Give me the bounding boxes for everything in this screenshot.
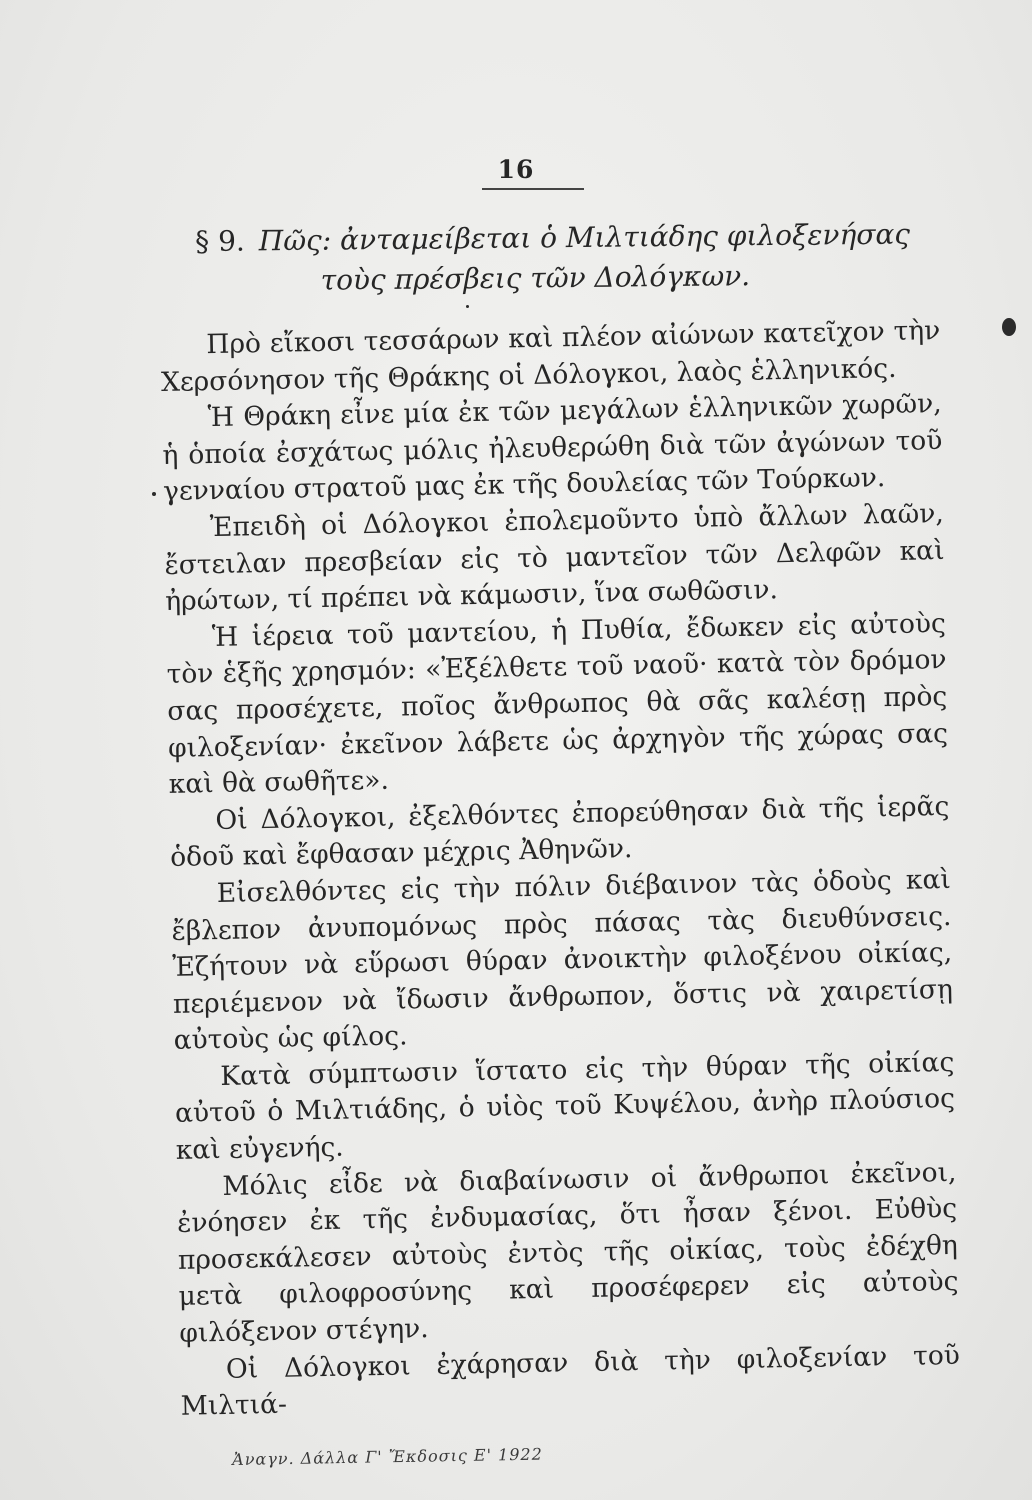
paragraph-4: Ἡ ἱέρεια τοῦ μαντείου, ἡ Πυθία, ἔδωκεν εἰς αὐτοὺς τὸν ἑξῆς χρησμόν: «Ἐξέλθετε τοῦ ναοῦ· κατὰ τὸν δρόμον σας προσέχετε, ποῖος ἄνθρωπος θὰ σᾶς καλέσῃ πρὸς φιλοξενίαν· ἐκεῖνον λάβετε ὡς ἀρχηγὸν τῆς χώρας σας καὶ θὰ σωθῆτε». xyxy=(166,607,949,801)
paragraph-7: Κατὰ σύμπτωσιν ἵστατο εἰς τὴν θύραν τῆς οἰκίας αὐτοῦ ὁ Μιλτιάδης, ὁ υἱὸς τοῦ Κυψέλου, ἀνὴρ πλούσιος καὶ εὐγενής. xyxy=(174,1046,956,1166)
ink-speck xyxy=(466,305,469,308)
printer-footer: Ἀναγν. Δάλλα Γ' Ἔκδοσις Ε' 1922 xyxy=(232,1444,543,1469)
heading-line-1: Πῶς: ἀνταμείβεται ὁ Μιλτιάδης φιλοξενήσας xyxy=(258,217,911,258)
paragraph-2: Ἡ Θράκη εἶνε μία ἐκ τῶν μεγάλων ἑλληνικῶν χωρῶν, ἡ ὁποία ἐσχάτως μόλις ἠλευθερώθη διὰ τῶν ἀγώνων τοῦ γενναίου στρατοῦ μας ἐκ τῆς δουλείας τῶν Τούρκων. xyxy=(162,388,943,508)
paragraph-6: Εἰσελθόντες εἰς τὴν πόλιν διέβαινον τὰς ὁδοὺς καὶ ἔβλεπον ἀνυπομόνως πρὸς πάσας τὰς διευθύνσεις. Ἐζήτουν νὰ εὕρωσι θύραν ἀνοικτὴν φιλοξένου οἰκίας, περιέμενον νὰ ἴδωσιν ἄνθρωπον, ὅστις νὰ χαιρετίσῃ αὐτοὺς ὡς φίλος. xyxy=(171,863,954,1057)
paragraph-8: Μόλις εἶδε νὰ διαβαίνωσιν οἱ ἄνθρωποι ἐκεῖνοι, ἐνόησεν ἐκ τῆς ἐνδυμασίας, ὅτι ἦσαν ξένοι. Εὐθὺς προσεκάλεσεν αὐτοὺς ἐντὸς τῆς οἰκίας, τοὺς ἐδέχθη μετὰ φιλοφροσύνης καὶ προσέφερεν εἰς αὐτοὺς φιλόξενον στέγην. xyxy=(176,1156,959,1349)
section-mark: § 9. xyxy=(195,224,245,258)
ink-speck xyxy=(152,492,156,496)
page-number-rule xyxy=(482,188,584,190)
heading-line-2: τοὺς πρέσβεις τῶν Δολόγκων. xyxy=(320,259,751,297)
section-heading xyxy=(195,214,936,302)
paragraph-1: Πρὸ εἴκοσι τεσσάρων καὶ πλέον αἰώνων κατεῖχον τὴν Χερσόνησον τῆς Θράκης οἱ Δόλογκοι, λαὸς ἑλληνικός. xyxy=(160,315,941,398)
body-text xyxy=(160,313,961,1426)
paragraph-3: Ἐπειδὴ οἱ Δόλογκοι ἐπολεμοῦντο ὑπὸ ἄλλων λαῶν, ἔστειλαν πρεσβείαν εἰς τὸ μαντεῖον τῶν Δελφῶν καὶ ἠρώτων, τί πρέπει νὰ κάμωσιν, ἵνα σωθῶσιν. xyxy=(164,497,945,618)
ink-speck xyxy=(1002,318,1016,336)
paragraph-5: Οἱ Δόλογκοι, ἐξελθόντες ἐπορεύθησαν διὰ τῆς ἱερᾶς ὁδοῦ καὶ ἔφθασαν μέχρις Ἀθηνῶν. xyxy=(169,790,950,874)
page-number: 16 xyxy=(497,155,535,184)
paragraph-9: Οἱ Δόλογκοι ἐχάρησαν διὰ τὴν φιλοξενίαν τοῦ Μιλτιά- xyxy=(180,1339,961,1423)
